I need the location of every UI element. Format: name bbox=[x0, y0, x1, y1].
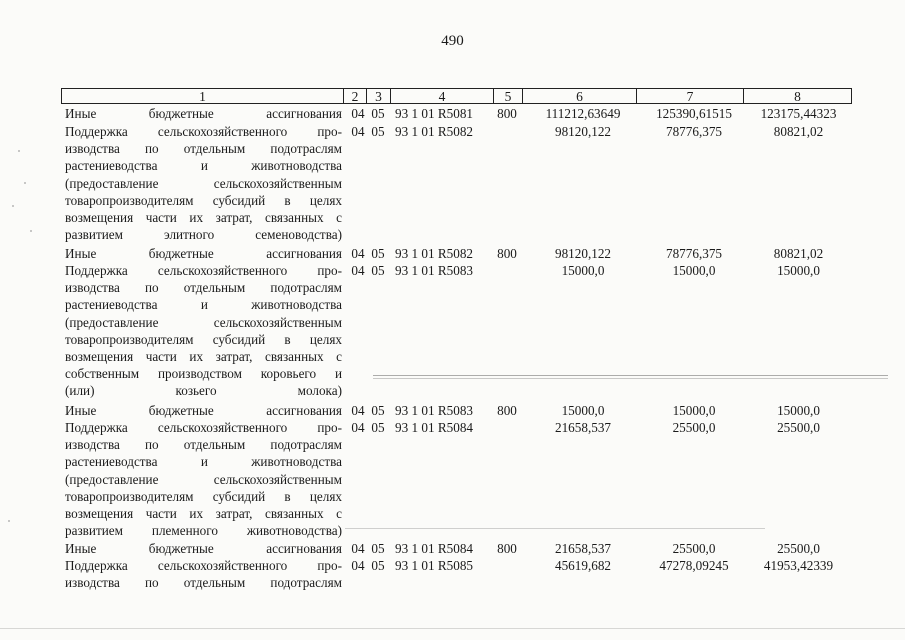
row-description bbox=[65, 402, 342, 419]
description-line: (или) козьего молока) bbox=[65, 383, 342, 399]
header-col-4: 4 bbox=[390, 88, 493, 104]
description-line: изводства по отдельным подотраслям bbox=[65, 575, 342, 591]
cell-c5: 800 bbox=[497, 541, 517, 556]
description-line: Поддержка сельскохозяйственного про- bbox=[65, 558, 342, 573]
description-line: возмещения части их затрат, связанных с bbox=[65, 210, 342, 226]
cell-c3: 05 bbox=[371, 420, 385, 435]
cell-c6: 45619,682 bbox=[554, 558, 612, 573]
cell-c2: 04 bbox=[351, 558, 365, 573]
cell-c6: 98120,122 bbox=[554, 246, 612, 261]
cell-c7: 15000,0 bbox=[672, 403, 716, 418]
row-description bbox=[65, 557, 342, 591]
cell-c5: 800 bbox=[497, 246, 517, 261]
cell-c2: 04 bbox=[351, 420, 365, 435]
description-line: развитием племенного животноводства) bbox=[65, 523, 342, 539]
cell-c2: 04 bbox=[351, 403, 365, 418]
row-description bbox=[65, 262, 342, 400]
scan-speck bbox=[30, 230, 32, 232]
cell-c4: 93 1 01 R5084 bbox=[395, 541, 474, 556]
cell-c8: 15000,0 bbox=[777, 263, 820, 278]
cell-c6: 111212,63649 bbox=[545, 106, 621, 121]
description-line: изводства по отдельным подотраслям bbox=[65, 280, 342, 296]
cell-c2: 04 bbox=[351, 124, 365, 139]
description-line: (предоставление сельскохозяйственным bbox=[65, 175, 342, 191]
cell-c3: 05 bbox=[371, 558, 385, 573]
scan-speck bbox=[12, 205, 14, 207]
cell-c5: 800 bbox=[497, 106, 517, 121]
cell-c8: 80821,02 bbox=[773, 124, 824, 139]
cell-c4: 93 1 01 R5081 bbox=[395, 106, 474, 121]
row-description bbox=[65, 105, 342, 122]
row-description bbox=[65, 245, 342, 262]
cell-c6: 15000,0 bbox=[561, 403, 605, 418]
header-col-6: 6 bbox=[522, 88, 636, 104]
cell-c4: 93 1 01 R5082 bbox=[395, 124, 474, 139]
cell-c2: 04 bbox=[351, 246, 365, 261]
header-col-5: 5 bbox=[493, 88, 522, 104]
header-col-7: 7 bbox=[636, 88, 743, 104]
cell-c7: 125390,61515 bbox=[656, 106, 732, 121]
description-line: изводства по отдельным подотраслям bbox=[65, 141, 342, 157]
description-line: растениеводства и животноводства bbox=[65, 454, 342, 470]
cell-c7: 25500,0 bbox=[672, 541, 716, 556]
row-description bbox=[65, 123, 342, 243]
cell-c8: 25500,0 bbox=[777, 541, 820, 556]
cell-c7: 15000,0 bbox=[672, 263, 716, 278]
description-line: товаропроизводителям субсидий в целях bbox=[65, 488, 342, 504]
description-line: изводства по отдельным подотраслям bbox=[65, 437, 342, 453]
description-line: Иные бюджетные ассигнования bbox=[65, 541, 342, 556]
cell-c3: 05 bbox=[371, 246, 385, 261]
cell-c7: 78776,375 bbox=[665, 124, 723, 139]
cell-c7: 25500,0 bbox=[672, 420, 716, 435]
description-line: растениеводства и животноводства bbox=[65, 297, 342, 313]
cell-c6: 21658,537 bbox=[554, 420, 612, 435]
row-description bbox=[65, 540, 342, 557]
scan-speck bbox=[8, 520, 10, 522]
description-line: товаропроизводителям субсидий в целях bbox=[65, 192, 342, 208]
description-line: Иные бюджетные ассигнования bbox=[65, 403, 342, 418]
scan-speck bbox=[18, 150, 20, 152]
description-line: возмещения части их затрат, связанных с bbox=[65, 506, 342, 522]
description-line: Поддержка сельскохозяйственного про- bbox=[65, 263, 342, 278]
cell-c4: 93 1 01 R5083 bbox=[395, 403, 474, 418]
header-col-1: 1 bbox=[61, 88, 343, 104]
cell-c3: 05 bbox=[371, 263, 385, 278]
scan-speck bbox=[24, 182, 26, 184]
row-description bbox=[65, 419, 342, 539]
cell-c3: 05 bbox=[371, 403, 385, 418]
cell-c4: 93 1 01 R5083 bbox=[395, 263, 474, 278]
scan-artifact-line bbox=[373, 375, 888, 376]
page-number: 490 bbox=[441, 33, 464, 49]
description-line: Поддержка сельскохозяйственного про- bbox=[65, 124, 342, 139]
description-line: возмещения части их затрат, связанных с bbox=[65, 349, 342, 365]
cell-c4: 93 1 01 R5084 bbox=[395, 420, 474, 435]
scan-artifact-line bbox=[373, 378, 888, 379]
scan-artifact-line bbox=[0, 628, 905, 629]
description-line: товаропроизводителям субсидий в целях bbox=[65, 331, 342, 347]
cell-c8: 80821,02 bbox=[773, 246, 824, 261]
cell-c6: 98120,122 bbox=[554, 124, 612, 139]
cell-c4: 93 1 01 R5082 bbox=[395, 246, 474, 261]
cell-c3: 05 bbox=[371, 106, 385, 121]
cell-c4: 93 1 01 R5085 bbox=[395, 558, 474, 573]
description-line: растениеводства и животноводства bbox=[65, 158, 342, 174]
description-line: (предоставление сельскохозяйственным bbox=[65, 471, 342, 487]
cell-c3: 05 bbox=[371, 124, 385, 139]
cell-c6: 21658,537 bbox=[554, 541, 612, 556]
header-col-3: 3 bbox=[366, 88, 390, 104]
cell-c8: 15000,0 bbox=[777, 403, 820, 418]
description-line: собственным производством коровьего и bbox=[65, 366, 342, 382]
scan-artifact-line bbox=[345, 528, 765, 529]
cell-c7: 47278,09245 bbox=[659, 558, 729, 573]
cell-c2: 04 bbox=[351, 541, 365, 556]
cell-c3: 05 bbox=[371, 541, 385, 556]
cell-c8: 123175,44323 bbox=[760, 106, 837, 121]
description-line: Иные бюджетные ассигнования bbox=[65, 246, 342, 261]
cell-c2: 04 bbox=[351, 263, 365, 278]
cell-c6: 15000,0 bbox=[561, 263, 605, 278]
cell-c8: 25500,0 bbox=[777, 420, 820, 435]
header-col-8: 8 bbox=[743, 88, 852, 104]
cell-c2: 04 bbox=[351, 106, 365, 121]
cell-c7: 78776,375 bbox=[665, 246, 723, 261]
cell-c5: 800 bbox=[497, 403, 517, 418]
description-line: Иные бюджетные ассигнования bbox=[65, 106, 342, 121]
cell-c8: 41953,42339 bbox=[763, 558, 834, 573]
description-line: Поддержка сельскохозяйственного про- bbox=[65, 420, 342, 435]
header-col-2: 2 bbox=[343, 88, 366, 104]
description-line: (предоставление сельскохозяйственным bbox=[65, 314, 342, 330]
description-line: развитием элитного семеноводства) bbox=[65, 227, 342, 243]
